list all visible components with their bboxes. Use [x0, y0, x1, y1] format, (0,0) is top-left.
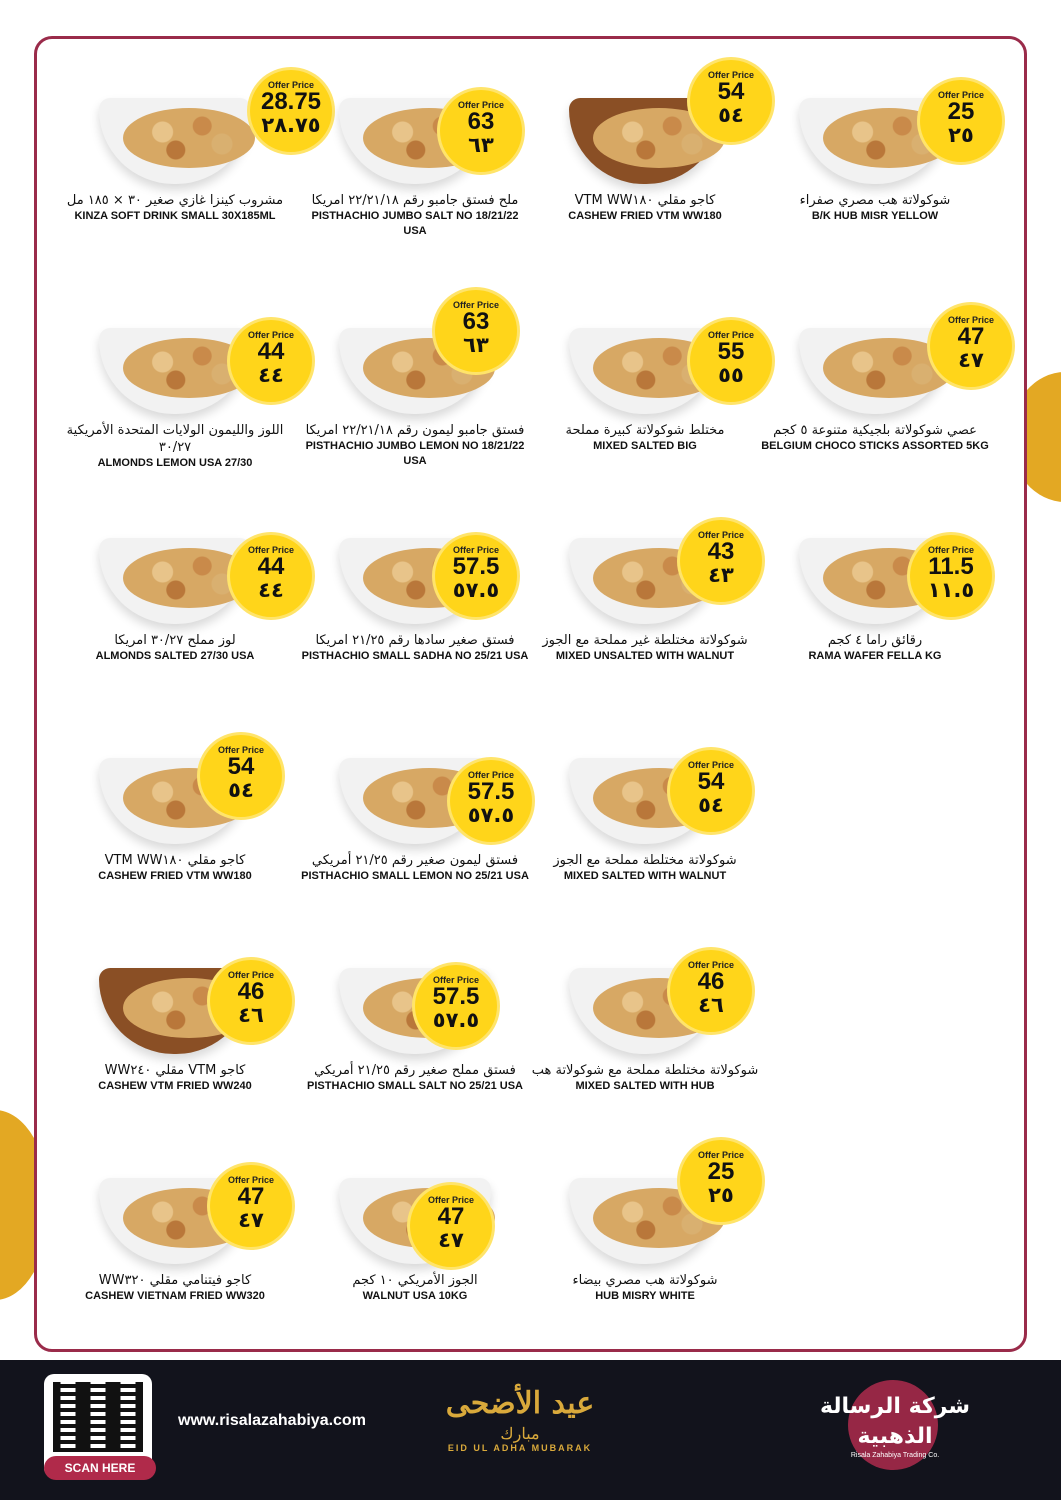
- offer-price-label: Offer Price: [227, 1175, 275, 1185]
- product-name-arabic: شوكولاتة مختلطة مملحة مع الجوز: [553, 853, 737, 868]
- product-names: [60, 632, 290, 664]
- product-name-arabic: كاجو مقلي VTM WW١٨٠: [104, 853, 246, 868]
- product-card: [60, 60, 322, 265]
- product-names: [300, 1062, 530, 1094]
- offer-price-value: 44: [257, 553, 285, 580]
- product-names: [300, 422, 530, 469]
- offer-price-label: Offer Price: [707, 330, 755, 340]
- product-name-english: WALNUT USA 10KG: [362, 1290, 468, 1302]
- scan-here-label[interactable]: SCAN HERE: [44, 1456, 156, 1480]
- offer-price-badge: [200, 735, 282, 817]
- offer-price-value: 47: [237, 1183, 265, 1210]
- offer-price-value: 46: [237, 978, 265, 1005]
- product-card: [300, 720, 530, 925]
- website-link[interactable]: www.risalazahabiya.com: [178, 1412, 366, 1429]
- offer-price-value-arabic: ٤٣: [708, 563, 734, 587]
- offer-price-value-arabic: ٥٥: [718, 363, 744, 387]
- product-names: [530, 192, 760, 224]
- product-names: [760, 632, 990, 664]
- product-names: [60, 1062, 290, 1094]
- product-name-english: CASHEW VTM FRIED WW240: [98, 1080, 252, 1092]
- offer-price-value-arabic: ٤٤: [258, 363, 284, 387]
- product-card: [60, 290, 295, 495]
- offer-price-label: Offer Price: [697, 530, 745, 540]
- offer-price-value-arabic: ٤٦: [698, 993, 724, 1017]
- bowl-shape: [99, 538, 251, 624]
- product-names: [60, 852, 290, 884]
- offer-price-value: 25: [707, 1158, 735, 1185]
- product-names: [760, 422, 990, 454]
- offer-price-badge: [450, 760, 532, 842]
- logo-english: Risala Zahabiya Trading Co.: [850, 1452, 940, 1459]
- offer-price-label: Offer Price: [947, 315, 995, 325]
- product-names: [530, 1272, 760, 1304]
- product-name-arabic: كاجو مقلي VTM WW١٨٠: [574, 193, 716, 208]
- product-name-english: MIXED SALTED WITH HUB: [575, 1080, 715, 1092]
- offer-price-value: 25: [947, 98, 975, 125]
- offer-price-value: 47: [957, 323, 985, 350]
- eid-greeting: [420, 1384, 620, 1453]
- logo-arabic: شركة الرسالة الذهبية: [819, 1394, 971, 1449]
- eid-greeting-arabic-2: مبارك: [500, 1424, 540, 1443]
- offer-price-value: 57.5: [467, 778, 515, 805]
- product-name-english: PISTHACHIO SMALL SADHA NO 25/21 USA: [301, 650, 529, 662]
- product-name-english: PISTHACHIO SMALL LEMON NO 25/21 USA: [301, 870, 529, 882]
- offer-price-value-arabic: ٤٧: [238, 1208, 264, 1232]
- offer-price-label: Offer Price: [452, 545, 500, 555]
- offer-price-value-arabic: ٥٤: [228, 778, 254, 802]
- product-card: [530, 720, 760, 925]
- product-name-arabic: فستق صغير سادها رقم ٢١/٢٥ امريكا: [315, 633, 515, 648]
- product-names: [530, 632, 760, 664]
- product-name-english: MIXED UNSALTED WITH WALNUT: [555, 650, 735, 662]
- offer-price-badge: [670, 950, 752, 1032]
- offer-price-value-arabic: ٦٣: [463, 333, 489, 357]
- offer-price-value: 55: [717, 338, 745, 365]
- bowl-shape: [99, 98, 251, 184]
- offer-price-badge: [440, 90, 522, 172]
- product-name-arabic: شوكولاتة هب مصري بيضاء: [572, 1273, 718, 1288]
- product-card: [60, 720, 290, 925]
- product-name-english: PISTHACHIO JUMBO SALT NO 18/21/22 USA: [311, 210, 519, 237]
- offer-price-value-arabic: ٥٤: [698, 793, 724, 817]
- eid-greeting-arabic: عيد الأضحى: [445, 1386, 595, 1421]
- product-name-english: CASHEW FRIED VTM WW180: [98, 870, 252, 882]
- offer-price-label: Offer Price: [687, 760, 735, 770]
- footer: [0, 1360, 1061, 1500]
- offer-price-label: Offer Price: [457, 100, 505, 110]
- nut-heap: [123, 108, 255, 168]
- product-name-english: CASHEW FRIED VTM WW180: [568, 210, 722, 222]
- product-name-english: CASHEW VIETNAM FRIED WW320: [85, 1290, 265, 1302]
- product-name-english: PISTHACHIO SMALL SALT NO 25/21 USA: [307, 1080, 523, 1092]
- product-card: [530, 60, 760, 265]
- product-name-arabic: مشروب كينزا غازي صغير ٣٠ × ١٨٥ مل: [66, 193, 284, 208]
- offer-price-badge: [415, 965, 497, 1047]
- product-card: [760, 290, 995, 495]
- offer-price-badge: [680, 1140, 762, 1222]
- offer-price-value: 63: [467, 108, 495, 135]
- offer-price-badge: [930, 305, 1012, 387]
- product-names: [300, 192, 530, 239]
- offer-price-label: Offer Price: [467, 770, 515, 780]
- offer-price-label: Offer Price: [227, 970, 275, 980]
- offer-price-value: 43: [707, 538, 735, 565]
- product-name-english: MIXED SALTED BIG: [593, 440, 697, 452]
- offer-price-label: Offer Price: [427, 1195, 475, 1205]
- product-name-english: B/K HUB MISR YELLOW: [811, 210, 939, 222]
- offer-price-value-arabic: ٢٨.٧٥: [261, 113, 321, 137]
- offer-price-value-arabic: ٦٣: [468, 133, 494, 157]
- offer-price-label: Offer Price: [432, 975, 480, 985]
- product-names: [300, 1272, 530, 1304]
- offer-price-value: 47: [437, 1203, 465, 1230]
- product-name-arabic: ملح فستق جامبو رقم ٢٢/٢١/١٨ امريكا: [311, 193, 519, 208]
- product-names: [60, 192, 290, 224]
- qr-code-pattern: [53, 1382, 143, 1452]
- offer-price-value: 63: [462, 308, 490, 335]
- offer-price-value: 54: [717, 78, 745, 105]
- offer-price-label: Offer Price: [687, 960, 735, 970]
- product-card: [530, 500, 760, 705]
- product-names: [300, 852, 530, 884]
- product-name-english: ALMONDS SALTED 27/30 USA: [95, 650, 255, 662]
- product-name-arabic: عصي شوكولاتة بلجيكية متنوعة ٥ كجم: [773, 423, 977, 438]
- product-card: [300, 60, 530, 265]
- offer-price-value-arabic: ٥٧.٥: [432, 1008, 480, 1032]
- product-name-arabic: الجوز الأمريكي ١٠ كجم: [352, 1273, 478, 1288]
- eid-greeting-english: EID UL ADHA MUBARAK: [447, 1443, 593, 1453]
- offer-price-badge: [410, 1185, 492, 1267]
- offer-price-badge: [210, 1165, 292, 1247]
- product-card: [60, 1140, 290, 1345]
- product-card: [530, 290, 760, 495]
- offer-price-value: 11.5: [928, 553, 974, 580]
- offer-price-label: Offer Price: [452, 300, 500, 310]
- product-name-arabic: شوكولاتة مختلطة غير مملحة مع الجوز: [542, 633, 748, 648]
- offer-price-value-arabic: ٥٤: [718, 103, 744, 127]
- offer-price-label: Offer Price: [267, 80, 315, 90]
- product-card: [60, 930, 290, 1135]
- offer-price-label: Offer Price: [697, 1150, 745, 1160]
- product-name-english: KINZA SOFT DRINK SMALL 30X185ML: [74, 210, 276, 222]
- offer-price-value: 57.5: [432, 983, 480, 1010]
- product-names: [530, 422, 760, 454]
- product-names: [60, 422, 290, 471]
- offer-price-value-arabic: ٢٥: [948, 123, 974, 147]
- product-card: [760, 60, 990, 265]
- product-name-arabic: فستق مملح صغير رقم ٢١/٢٥ أمريكي: [314, 1063, 516, 1078]
- product-name-arabic: مختلط شوكولاتة كبيرة مملحة: [565, 423, 725, 438]
- product-name-english: HUB MISRY WHITE: [595, 1290, 695, 1302]
- offer-price-value-arabic: ٥٧.٥: [467, 803, 515, 827]
- offer-price-label: Offer Price: [937, 90, 985, 100]
- offer-price-badge: [435, 535, 517, 617]
- product-names: [530, 852, 760, 884]
- offer-price-value: 44: [257, 338, 285, 365]
- product-card: [300, 290, 530, 495]
- product-card: [300, 1140, 530, 1345]
- product-name-arabic: فستق جامبو ليمون رقم ٢٢/٢١/١٨ امريكا: [305, 423, 525, 438]
- bowl-shape: [99, 328, 251, 414]
- offer-price-label: Offer Price: [247, 545, 295, 555]
- offer-price-label: Offer Price: [927, 545, 975, 555]
- offer-price-value-arabic: ١١.٥: [927, 578, 975, 602]
- product-name-english: PISTHACHIO JUMBO LEMON NO 18/21/22 USA: [305, 440, 525, 467]
- product-name-arabic: كاجو VTM مقلي WW٢٤٠: [104, 1063, 246, 1078]
- offer-price-value-arabic: ٤٤: [258, 578, 284, 602]
- offer-price-label: Offer Price: [217, 745, 265, 755]
- offer-price-label: Offer Price: [707, 70, 755, 80]
- offer-price-value: 46: [697, 968, 725, 995]
- product-name-arabic: رقائق راما ٤ كجم: [827, 633, 923, 648]
- product-name-arabic: لوز مملح ٣٠/٢٧ امريكا: [114, 633, 236, 648]
- offer-price-badge: [210, 960, 292, 1042]
- offer-price-value-arabic: ٥٧.٥: [452, 578, 500, 602]
- offer-price-label: Offer Price: [247, 330, 295, 340]
- product-names: [530, 1062, 760, 1094]
- product-name-arabic: شوكولاتة هب مصري صفراء: [799, 193, 951, 208]
- product-name-arabic: كاجو فيتنامي مقلي WW٣٢٠: [98, 1273, 252, 1288]
- offer-price-value: 28.75: [260, 88, 322, 115]
- offer-price-badge: [910, 535, 992, 617]
- bowl-shape: [799, 328, 951, 414]
- offer-price-badge: [920, 80, 1002, 162]
- offer-price-value-arabic: ٤٧: [958, 348, 984, 372]
- offer-price-badge: [670, 750, 752, 832]
- company-logo: [790, 1380, 1000, 1480]
- product-name-arabic: فستق ليمون صغير رقم ٢١/٢٥ أمريكي: [311, 853, 519, 868]
- offer-price-value: 54: [227, 753, 255, 780]
- product-card: [760, 500, 990, 705]
- product-card: [300, 500, 530, 705]
- offer-price-value-arabic: ٤٦: [238, 1003, 264, 1027]
- offer-price-badge: [435, 290, 517, 372]
- offer-price-value-arabic: ٤٧: [438, 1228, 464, 1252]
- offer-price-badge: [680, 520, 762, 602]
- product-card: [60, 500, 295, 705]
- cans-icon: [85, 68, 265, 188]
- product-card: [300, 930, 530, 1135]
- offer-price-value: 54: [697, 768, 725, 795]
- offer-price-value-arabic: ٢٥: [708, 1183, 734, 1207]
- product-card: [530, 930, 760, 1135]
- product-names: [760, 192, 990, 224]
- product-name-english: ALMONDS LEMON USA 27/30: [97, 457, 253, 469]
- product-name-english: MIXED SALTED WITH WALNUT: [563, 870, 727, 882]
- product-card: [530, 1140, 760, 1345]
- product-name-arabic: اللوز والليمون الولايات المتحدة الأمريكية ٣٠/٢٧: [66, 423, 284, 455]
- product-name-english: BELGIUM CHOCO STICKS ASSORTED 5KG: [761, 440, 989, 452]
- product-names: [300, 632, 530, 664]
- offer-price-value: 57.5: [452, 553, 500, 580]
- product-name-arabic: شوكولاتة مختلطة مملحة مع شوكولاتة هب: [531, 1063, 759, 1078]
- product-names: [60, 1272, 290, 1304]
- product-name-english: RAMA WAFER FELLA KG: [808, 650, 942, 662]
